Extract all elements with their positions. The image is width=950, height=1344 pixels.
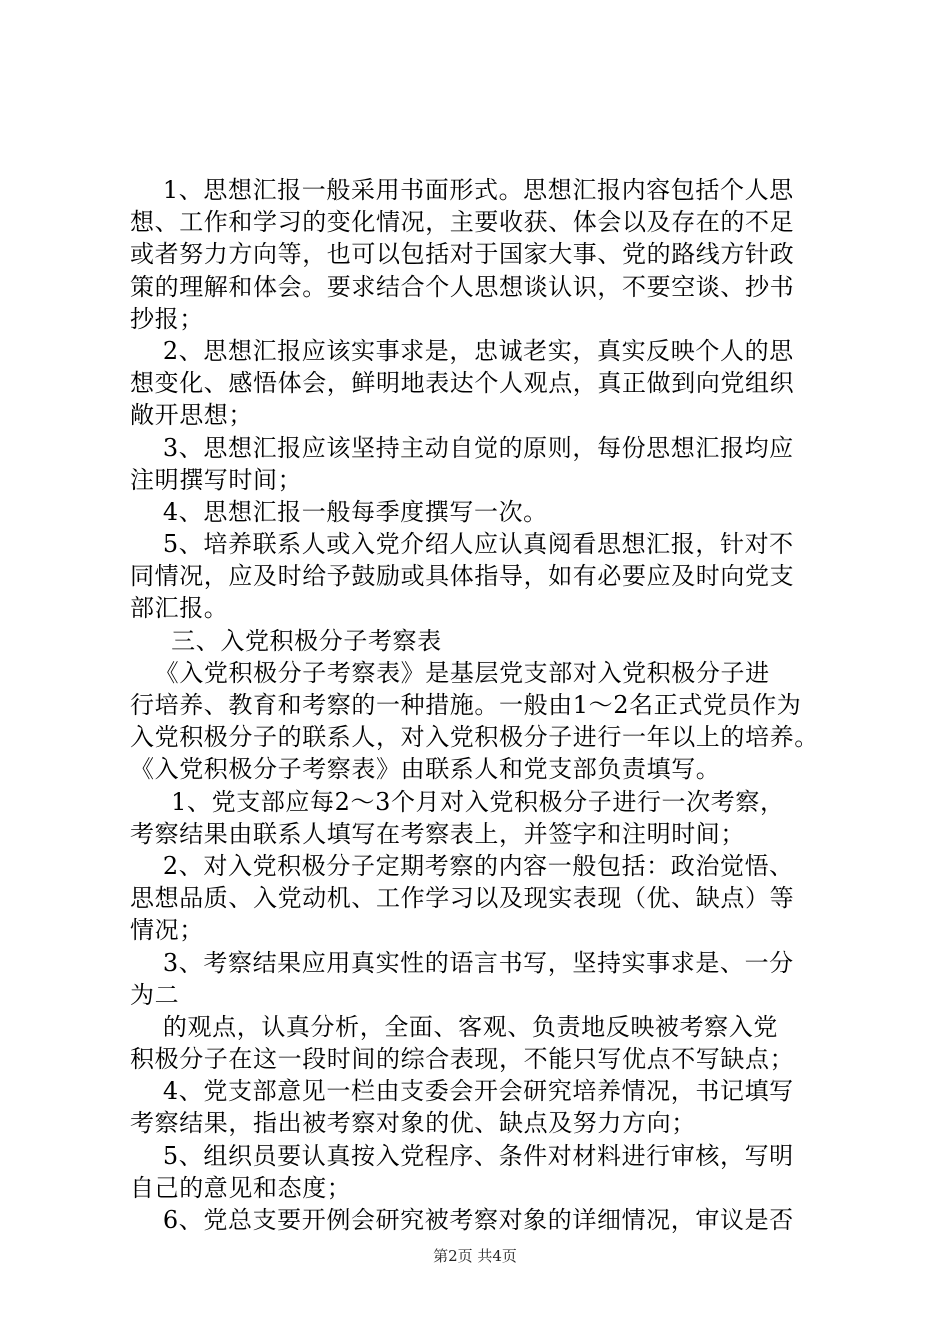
text-line: 2、对入党积极分子定期考察的内容一般包括：政治觉悟、 [130, 851, 794, 880]
text-line: 思想品质、入党动机、工作学习以及现实表现（优、缺点）等 [130, 884, 795, 913]
text-line: 4、党支部意见一栏由支委会开会研究培养情况，书记填写 [130, 1077, 794, 1106]
text-line: 5、组织员要认真按入党程序、条件对材料进行审核，写明 [130, 1141, 794, 1170]
section-heading: 三、入党积极分子考察表 [130, 626, 442, 655]
text-line: 积极分子在这一段时间的综合表现，不能只写优点不写缺点； [130, 1045, 795, 1074]
text-line: 策的理解和体会。要求结合个人思想谈认识，不要空谈、抄书 [130, 272, 795, 301]
text-line: 3、考察结果应用真实性的语言书写，坚持实事求是、一分 [130, 948, 794, 977]
text-line: 2、思想汇报应该实事求是，忠诚老实，真实反映个人的思 [130, 336, 794, 365]
text-line: 抄报； [130, 304, 204, 333]
page-number-label: 第2页 共4页 [433, 1247, 517, 1265]
text-line: 想变化、感悟体会，鲜明地表达个人观点，真正做到向党组织 [130, 369, 795, 398]
text-line: 考察结果由联系人填写在考察表上，并签字和注明时间； [130, 819, 745, 848]
text-line: 3、思想汇报应该坚持主动自觉的原则，每份思想汇报均应 [130, 433, 794, 462]
text-line: 考察结果，指出被考察对象的优、缺点及努力方向； [130, 1109, 696, 1138]
text-line: 情况； [130, 916, 204, 945]
text-line: 同情况，应及时给予鼓励或具体指导，如有必要应及时向党支 [130, 562, 795, 591]
text-line: 敞开思想； [130, 401, 253, 430]
document-body [130, 174, 840, 1236]
text-line: 6、党总支要开例会研究被考察对象的详细情况，审议是否 [130, 1206, 794, 1234]
text-line: 入党积极分子的联系人，对入党积极分子进行一年以上的培养。 [130, 723, 819, 752]
text-line: 的观点，认真分析，全面、客观、负责地反映被考察入党 [130, 1012, 778, 1041]
text-line: 为二 [130, 980, 180, 1009]
text-line: 自己的意见和态度； [130, 1173, 352, 1202]
text-line: 部汇报。 [130, 594, 229, 623]
text-line: 或者努力方向等，也可以包括对于国家大事、党的路线方针政 [130, 240, 795, 269]
text-line: 1、党支部应每2～3个月对入党积极分子进行一次考察， [130, 787, 785, 816]
page-footer [0, 1246, 950, 1266]
text-line: 《入党积极分子考察表》由联系人和党支部负责填写。 [130, 755, 721, 784]
text-line: 《入党积极分子考察表》是基层党支部对入党积极分子进 [130, 658, 770, 687]
text-line: 5、培养联系人或入党介绍人应认真阅看思想汇报，针对不 [130, 530, 794, 559]
text-line: 想、工作和学习的变化情况，主要收获、体会以及存在的不足 [130, 208, 795, 237]
text-line: 行培养、教育和考察的一种措施。一般由1～2名正式党员作为 [130, 691, 802, 719]
text-line: 1、思想汇报一般采用书面形式。思想汇报内容包括个人思 [130, 176, 794, 204]
text-line: 注明撰写时间； [130, 465, 303, 494]
text-line: 4、思想汇报一般每季度撰写一次。 [130, 497, 548, 526]
